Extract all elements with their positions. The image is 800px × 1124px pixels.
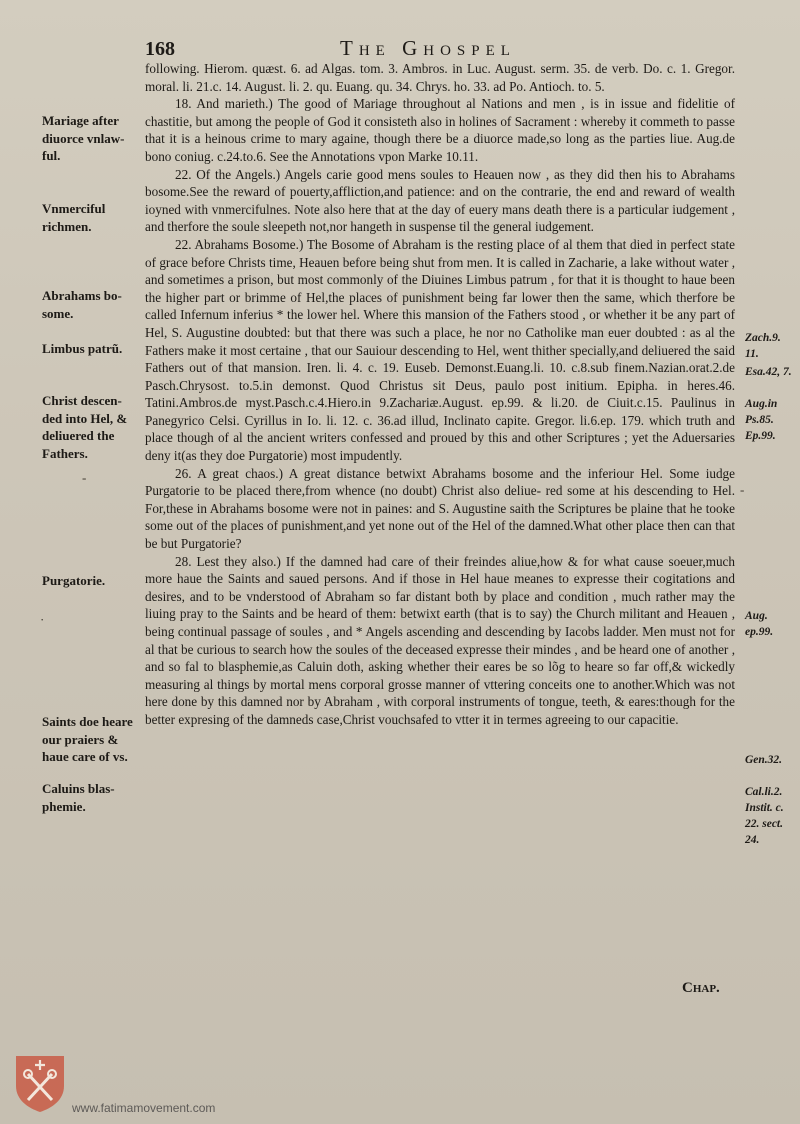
margin-note-christ-descended: Christ descen- ded into Hel, & deliuered the Fathers. — [42, 393, 128, 461]
annotation-paragraph-22-bosome: 22. Abrahams Bosome.) The Bosome of Abraham is the resting place of al them that died in perfect state of grace before Christs time, Heauen before being shut from men. It is called in Zacharie, a lake without water , and sometimes a prison, but most commonly of the Diuines Limbus patrum , for that it is thought to haue been the higher part or brimme of Hel,the places of punishment being far lower then the same, which therfore be called Infernum inferius * the lower hel. Where this mansion of the Fathers stood , or whether it be any part of Hel, S. Augustine doubted: but that there was such a place, he nor no Catholike man euer doubted : as al the Fathers make it most certaine , that our Sauiour descending to Hel, went thither specially,and deliuered the said Fathers out of that mansion. Iren. li. 4. c. 19. Euseb. Demonst.Euang.li. 10. c.8.sub finem.Nazian.orat.2.de Pasch.Chrysost. to.5.in demonst. Quod Christus sit Deus, paulo post initium. Epipha. in heres.46. Tatini.Ambros.de myst.Pasch.c.4.Hiero.in 9.Zachariæ.August. ep.99. & li.20. de Ciuit.c.15. Paulinus in Panegyrico Celsi. Cyrillus in Io. li. 12. c. 36.ad illud, Inclinato capite. Gregor. li.6.ep. 179. which truth and place though of al the ancient writers confessed and proued by this and other Scriptures ; yet the Aduersaries deny it(as they doe Purgatorie) most impudently. — [145, 236, 735, 464]
stray-mark: - — [740, 482, 745, 497]
margin-ref-caluin-institutes: Cal.li.2. Instit. c. 22. sect. 24. — [745, 786, 784, 846]
margin-ref-augustine-epistle: Aug. ep.99. — [745, 610, 774, 638]
margin-note-abrahams-bosome: Abrahams bo- some. — [42, 288, 122, 321]
page-number: 168 — [145, 38, 175, 60]
margin-note-purgatorie: Purgatorie. — [42, 573, 106, 588]
margin-ref-esa: Esa.42, 7. — [745, 366, 792, 378]
margin-note-saints: Saints doe heare our praiers & haue care of vs. — [42, 714, 133, 765]
paragraph-continuation: following. Hierom. quæst. 6. ad Algas. tom. 3. Ambros. in Luc. August. serm. 35. de verb. Do. c. 1. Gregor. moral. li. 21.c. 14. August. li. 2. qu. Euang. qu. 34. Chrys. ho. 33. ad Po. Antioch. to. 5. — [145, 61, 735, 94]
papal-keys-logo-icon — [12, 1050, 68, 1114]
stray-mark: · — [40, 612, 45, 627]
margin-ref-zacharie: Zach.9. 11. — [745, 332, 781, 360]
margin-ref-augustine-psalm: Aug.in Ps.85. Ep.99. — [745, 398, 778, 442]
footer-url-link[interactable]: www.fatimamovement.com — [72, 1101, 216, 1115]
margin-note-caluin: Caluins blas- phemie. — [42, 781, 115, 814]
annotation-text — [145, 60, 735, 729]
margin-ref-genesis: Gen.32. — [745, 754, 783, 766]
catchword: Chap. — [682, 980, 720, 996]
running-head: The Ghospel — [340, 36, 516, 60]
margin-note-limbus-patrum: Limbus patrũ. — [42, 341, 123, 356]
annotation-paragraph-28: 28. Lest they also.) If the damned had care of their freindes aliue,how & for what cause soeuer,much more haue the Saints and saued persons. And if those in Hel haue meanes to expresse their cogitations and desires, and to be vnderstood of Abraham so far distant both by place and condition , much rather may the liuing pray to the Saints and be heard of them: betwixt earth (that is to say) the Church militant and Heauen , being continual passage of soules , and * Angels ascending and descending by Iacobs ladder. Men must not for al that be curious to search how the soules of the deceased expresse their mindes , and be heard one of another , and so fal to blasphemie,as Caluin doth, asking whether their eares be so lõg to heare so far off,& wickedly measuring al things by mortal mens corporal grosse manner of vttering conceits one to another.Which was not here done by this damned nor by Abraham , with corporal instruments of tongue, teeth, & eares:though for the better expresing of the damneds case,Christ vouchsafed to vtter it in termes agreeing to our capacitie. — [145, 553, 735, 727]
annotation-paragraph-26: 26. A great chaos.) A great distance betwixt Abrahams bosome and the inferiour Hel. Some iudge Purgatorie to be placed there,from whence (no doubt) Christ also deliue- red some at his descending to Hel. For,these in Abrahams bosome were not in paines: and S. Augustine saith the Scriptures be plaine that he tooke some out of the places of punishment,and yet none out of the Hel of the damned.What other place then can that be but Purgatorie? — [145, 465, 735, 552]
annotation-paragraph-18: 18. And marieth.) The good of Mariage throughout al Nations and men , is in issue and fidelitie of chastitie, but among the people of God it consisteth also in holines of Sacrament : whereby it commeth to passe that it is a heinous crime to mary againe, though there be a diuorce made,so long as the parties liue. Aug.de bono coniug. c.24.to.6. See the Annotations vpon Marke 10.11. — [145, 96, 735, 164]
stray-mark: - — [82, 470, 87, 485]
margin-note-mariage: Mariage after diuorce vnlaw- ful. — [42, 113, 125, 164]
margin-note-vnmerciful: Vnmerciful richmen. — [42, 201, 106, 234]
annotation-paragraph-22-angels: 22. Of the Angels.) Angels carie good mens soules to Heauen now , as they did then his to Abrahams bosome.See the reward of pouerty,affliction,and patience: and on the contrarie, the end and reward of wealth ioyned with vnmercifulnes. Note also here that at the day of euery mans death there is a particular iudgement , and therfore the soule sleepeth not,nor hangeth in suspense til the general iudgement. — [145, 166, 735, 235]
